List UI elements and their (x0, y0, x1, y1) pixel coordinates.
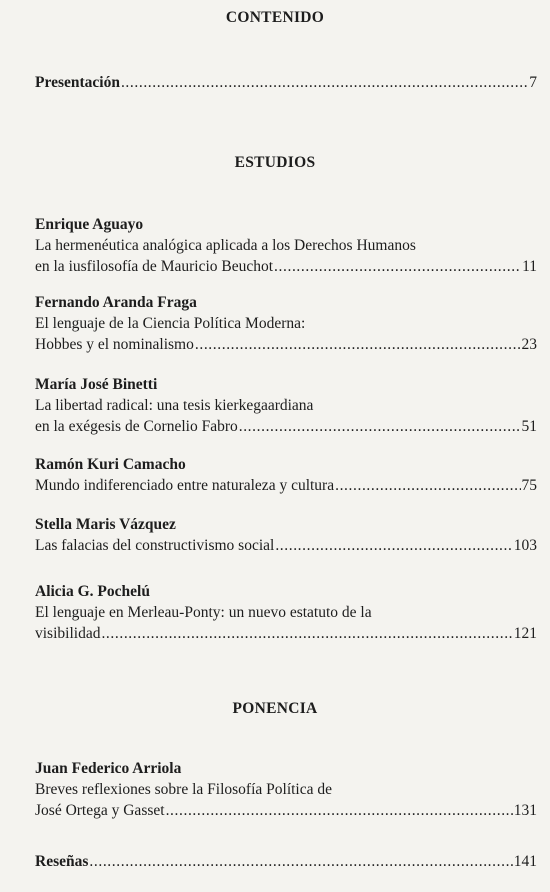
entry-title-line: visibilidad (35, 625, 101, 642)
dot-leader (166, 800, 513, 821)
dot-leader (335, 475, 520, 496)
toc-entry (35, 454, 537, 496)
toc-page-number: 7 (529, 74, 537, 91)
toc-entry (35, 292, 537, 355)
entry-author: Fernando Aranda Fraga (35, 294, 197, 311)
toc-entry (35, 214, 537, 277)
entry-title-line: en la iusfilosofía de Mauricio Beuchot (35, 258, 274, 275)
toc-entry-label: Reseñas (35, 853, 89, 870)
toc-page-number: 103 (513, 537, 537, 554)
entry-title-line: El lenguaje de la Ciencia Política Moderna: (35, 315, 306, 332)
toc-entry-presentacion (35, 72, 537, 93)
page-title: CONTENIDO (225, 9, 325, 26)
toc-page-number: 121 (513, 625, 537, 642)
entry-title-line: Las falacias del constructivismo social (35, 537, 275, 554)
toc-entry-label: Presentación (35, 74, 120, 91)
toc-entry (35, 758, 537, 821)
entry-author: María José Binetti (35, 376, 158, 393)
toc-page-number: 23 (521, 336, 537, 353)
toc-entry (35, 374, 537, 437)
toc-page-number: 75 (521, 477, 537, 494)
entry-title-line: Hobbes y el nominalismo (35, 336, 194, 353)
section-heading-ponencia: PONENCIA (232, 700, 318, 717)
entry-author: Juan Federico Arriola (35, 760, 182, 777)
dot-leader (101, 623, 512, 644)
entry-title-line: Breves reflexiones sobre la Filosofía Política de (35, 781, 333, 798)
entry-title-line: José Ortega y Gasset (35, 802, 165, 819)
section-heading-estudios: ESTUDIOS (234, 154, 316, 171)
dot-leader (89, 851, 512, 872)
dot-leader (239, 416, 521, 437)
entry-title-line: La libertad radical: una tesis kierkegaardiana (35, 397, 314, 414)
entry-author: Alicia G. Pochelú (35, 583, 150, 600)
entry-title-line: La hermenéutica analógica aplicada a los Derechos Humanos (35, 237, 416, 254)
entry-title-line: Mundo indiferenciado entre naturaleza y cultura (35, 477, 335, 494)
dot-leader (275, 535, 512, 556)
toc-page-number: 51 (521, 418, 537, 435)
entry-title-line: en la exégesis de Cornelio Fabro (35, 418, 238, 435)
toc-page-number: 131 (513, 802, 537, 819)
toc-page-number: 141 (513, 853, 537, 870)
dot-leader (195, 334, 521, 355)
entry-author: Stella Maris Vázquez (35, 516, 176, 533)
toc-entry-resenas (35, 851, 537, 872)
dot-leader (121, 72, 528, 93)
entry-title-line: El lenguaje en Merleau-Ponty: un nuevo estatuto de la (35, 604, 372, 621)
toc-entry (35, 581, 537, 644)
entry-author: Enrique Aguayo (35, 216, 144, 233)
dot-leader (274, 256, 521, 277)
toc-page-number: 11 (522, 258, 537, 275)
entry-author: Ramón Kuri Camacho (35, 456, 186, 473)
toc-entry (35, 514, 537, 556)
